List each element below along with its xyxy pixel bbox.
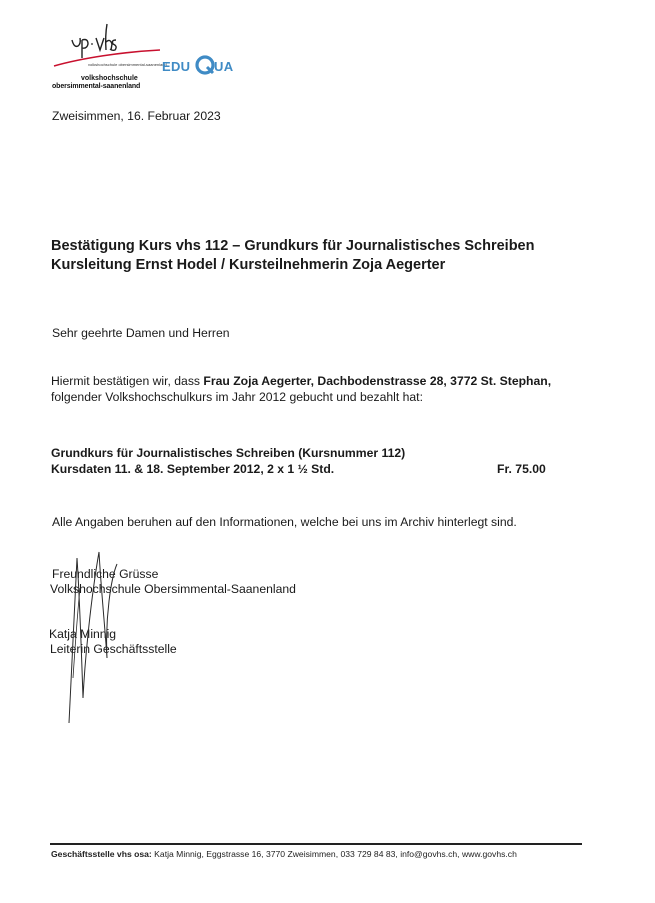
handwritten-signature [55,548,125,728]
footer-details: Katja Minnig, Eggstrasse 16, 3770 Zweisimmen, 033 729 84 83, info@govhs.ch, www.govhs.ch [151,849,517,859]
course-dates: Kursdaten 11. & 18. September 2012, 2 x 1 ½ Std. [51,462,335,476]
course-price: Fr. 75.00 [497,462,546,476]
vhs-tagline: volkshochschule obersimmental-saanenland [88,62,167,67]
course-title: Grundkurs für Journalistisches Schreiben (Kursnummer 112) [51,446,406,460]
vhs-name-line1: volkshochschule [81,75,138,82]
date-line: Zweisimmen, 16. Februar 2023 [52,109,221,123]
signer-name: Katja Minnig [49,627,117,641]
signer-role: Leiterin Geschäftsstelle [50,642,177,656]
footer-label: Geschäftsstelle vhs osa: [51,849,152,859]
eduqua-edu-text: EDU [162,59,191,74]
body-paragraph-line-1 [51,374,551,389]
vhs-name-line2: obersimmental-saanenland [52,83,141,90]
eduqua-logo [162,54,252,76]
footer-contact [51,849,517,860]
salutation: Sehr geehrte Damen und Herren [52,326,230,340]
footer-divider [50,843,582,845]
archive-note: Alle Angaben beruhen auf den Informationen, welche bei uns im Archiv hinterlegt sind. [52,515,517,529]
subject-line-1: Bestätigung Kurs vhs 112 – Grundkurs für Journalistisches Schreiben [51,238,535,254]
eduqua-q-icon [195,55,215,75]
eduqua-ua-text: UA [214,59,234,74]
body-line1-prefix: Hiermit bestätigen wir, dass [51,374,204,388]
body-paragraph-line-2: folgender Volkshochschulkurs im Jahr 2012 gebucht und bezahlt hat: [51,390,423,404]
closing-line-1: Freundliche Grüsse [52,567,159,581]
subject-line-2: Kursleitung Ernst Hodel / Kursteilnehmerin Zoja Aegerter [51,257,446,273]
vhs-logo [52,22,167,92]
participant-details: Frau Zoja Aegerter, Dachbodenstrasse 28, 3772 St. Stephan, [203,374,552,388]
closing-line-2: Volkshochschule Obersimmental-Saanenland [50,582,296,596]
